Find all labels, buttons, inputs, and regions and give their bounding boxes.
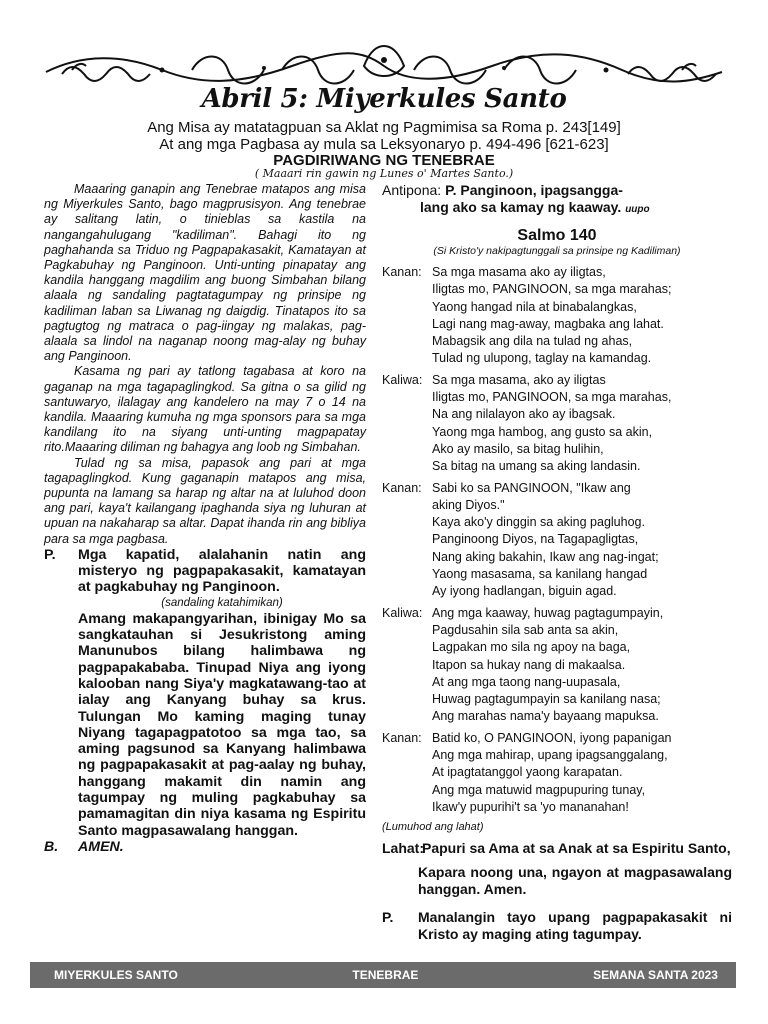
stanza-line: Ikaw'y pupurihi't sa 'yo mananahan! <box>432 799 629 814</box>
stanza-line: At ang mga taong nang-uupasala, <box>432 674 621 689</box>
silence-rubric: (sandaling katahimikan) <box>161 596 283 609</box>
priest-label-2: P. <box>382 908 394 925</box>
stanza-line: Sa mga masama, ako ay iligtas <box>432 372 606 387</box>
page-title: Abril 5: Miyerkules Santo <box>201 84 567 114</box>
stanza-line: Yaong mga hambog, ang gusto sa akin, <box>432 424 653 439</box>
footer-right: SEMANA SANTA 2023 <box>593 968 718 982</box>
doxology-text: Papuri sa Ama at sa Anak at sa Espiritu Santo, <box>422 840 731 857</box>
antiphon-label: Antipona: <box>382 182 442 198</box>
psalm-stanza <box>382 480 732 601</box>
priest-label: P. <box>44 546 56 563</box>
antiphon-line2: lang ako sa kamay ng kaaway. <box>420 199 622 215</box>
entrance-paragraph: Tulad ng sa misa, papasok ang pari at mga tagapaglingkod. Kung gaganapin matapos ang misa, pupunta na lamang sa harap ng altar na at luluhod doon ang pari, kaya't kailangang ipaghanda siya ng luhuran at upuan na nakaharap sa altar. Dapat ihanda rin ang bibliya para sa mga pagbasa. <box>44 455 366 546</box>
subtitle-misa-reference: Ang Misa ay matatagpuan sa Aklat ng Pagmimisa sa Roma p. 243[149] <box>147 119 621 136</box>
footer-left: MIYERKULES SANTO <box>54 968 178 982</box>
footer-center: TENEBRAE <box>352 968 419 982</box>
left-column <box>44 182 366 855</box>
subtitle-readings-reference: At ang mga Pagbasa ay mula sa Leksyonaryo p. 494-496 [621-623] <box>159 136 609 153</box>
psalm-title: Salmo 140 <box>517 227 597 244</box>
decorative-flourish-border <box>42 44 726 88</box>
stanza-line: Tulad ng ulupong, taglay na kamandag. <box>432 351 652 366</box>
psalm-stanza <box>382 730 732 816</box>
stanza-line: Sa bitag na umang sa aking landasin. <box>432 459 641 474</box>
stanza-line: At ipagtatanggol yaong karapatan. <box>432 765 623 780</box>
stanza-line: Ako ay masilo, sa bitag hulihin, <box>432 441 604 456</box>
stanza-line: Lagi nang mag-away, magbaka ang lahat. <box>432 316 664 331</box>
stanza-label: Kanan: <box>382 480 422 495</box>
antiphon-line1: P. Panginoon, ipagsangga- <box>445 182 623 198</box>
priest-invitation <box>44 547 366 596</box>
doxology-continuation <box>382 864 732 899</box>
stanza-label: Kaliwa: <box>382 605 423 620</box>
antiphon-rubric: uupo <box>625 204 650 215</box>
right-column <box>382 182 732 944</box>
stanza-line: Ang marahas nama'y bayaang mapuksa. <box>432 709 659 724</box>
stanza-line: Nang aking bakahin, Ikaw ang nag-ingat; <box>432 549 659 564</box>
stanza-line: Sa mga masama ako ay iligtas, <box>432 265 606 279</box>
stanza-line: Lagpakan mo sila ng apoy na baga, <box>432 640 631 655</box>
stanza-line: Itapon sa hukay nang di makaalsa. <box>432 657 626 672</box>
closing-invitation-text: Manalangin tayo upang pagpapakasakit ni Kristo ay maging ating tagumpay. <box>418 908 732 943</box>
stanza-line: Ang mga mahirap, upang ipagsanggalang, <box>432 748 668 763</box>
stanza-line: Huwag pagtagumpayin sa kanilang nasa; <box>432 692 661 707</box>
stanza-line: Panginoong Diyos, na Tagapagligtas, <box>432 532 639 547</box>
closing-invitation <box>382 909 732 944</box>
response-label: B. <box>44 838 59 855</box>
psalm-stanza <box>382 264 732 368</box>
response-amen <box>44 839 366 855</box>
antiphon <box>382 182 732 218</box>
section-note: ( Maaari rin gawin ng Lunes o' Martes Santo.) <box>254 167 514 180</box>
stanza-line: Batid ko, O PANGINOON, iyong papanigan <box>432 730 672 745</box>
stanza-label: Kanan: <box>382 730 422 745</box>
doxology <box>382 840 732 858</box>
stanza-line: Yaong masasama, sa kanilang hangad <box>432 567 648 582</box>
stanza-line: Yaong hangad nila at binabalangkas, <box>432 299 637 314</box>
page-footer <box>30 962 736 988</box>
section-heading: PAGDIRIWANG NG TENEBRAE <box>273 152 495 169</box>
stanza-line: Ay iyong hadlangan, biguin agad. <box>432 584 617 599</box>
psalm-stanza <box>382 605 732 726</box>
psalm-subtitle: (Si Kristo'y nakipagtunggali sa prinsipe ng Kadiliman) <box>433 245 681 257</box>
stanza-line: Na ang nilalayon ako ay ibagsak. <box>432 407 616 422</box>
stanza-line: Sabi ko sa PANGINOON, "Ikaw ang <box>432 480 631 495</box>
kneel-rubric: (Lumuhod ang lahat) <box>382 821 484 834</box>
stanza-label: Kaliwa: <box>382 372 423 387</box>
doxology-text-2: Kapara noong una, ngayon at magpasawalang hanggan. Amen. <box>418 863 732 898</box>
priest-invitation-text: Mga kapatid, alalahanin natin ang misteryo ng pagpapakasakit, kamatayan at pagkabuhay ng Panginoon. <box>78 546 366 596</box>
psalm-stanza <box>382 372 732 476</box>
stanza-line: Iligtas mo, PANGINOON, sa mga marahas, <box>432 390 672 405</box>
intro-paragraph: Maaaring ganapin ang Tenebrae matapos ang misa ng Miyerkules Santo, bago magprusisyon. Ang tenebrae ay salitang latin, o tinieblas sa kastila na nangangahulugang "kadiliman". Bahagi ito ng paghahanda sa Triduo ng Pagpapakasakit, Kamatayan at Pagkabuhay ng Panginoon. Unti-unting pinapatay ang kandila hanggang magdilim ang buong Simbahan bilang alaala ng sandaling pagtatagumpay ng prinsipe ng kadiliman laban sa Liwanag ng daigdig. Tinatapos ito sa pagtugtog ng matraca o pag-iingay ng malakas, pag-alaala sa lindol na naganap noong mag-alay ng buhay ang Panginoon. <box>44 182 366 364</box>
stanza-label: Kanan: <box>382 265 422 279</box>
opening-prayer: Amang makapangyarihan, ibinigay Mo sa sangkatauhan si Jesukristong aming Manunubos bilang halimbawa ng pagpapakababa. Tinupad Niya ang iyong kalooban nang Siya'y magkatawang-tao at ialay ang Kanyang buhay sa krus. Tulungan Mo kaming maging tunay Niyang tagapagpatotoo sa mga tao, sa aming pagsunod sa Kanyang halimbawa ng pagpapakasakit at pag-aalay ng buhay, hanggang makamit din namin ang tagumpay ng muling pagkabuhay sa pamamagitan din niya kasama ng Espiritu Santo magpasawalang hanggan. <box>78 610 366 839</box>
stanza-line: Iligtas mo, PANGINOON, sa mga marahas; <box>432 282 672 297</box>
stanza-line: aking Diyos." <box>432 497 505 512</box>
stanza-line: Ang mga matuwid magpupuring tunay, <box>432 782 646 797</box>
stanza-line: Kaya ako'y dinggin sa aking pagluhog. <box>432 515 645 530</box>
setup-paragraph: Kasama ng pari ay tatlong tagabasa at koro na gaganap na mga tagapaglingkod. Sa gitna o sa gilid ng santuwaryo, ilalagay ang kandelero na may 7 o 14 na kandila. Maaaring kumuha ng mga sponsors para sa mga kandilang ito na siyang unti-unting magpapatay rito.Maaaring diliman ng bahagya ang loob ng Simbahan. <box>44 364 366 455</box>
stanza-line: Pagdusahin sila sab anta sa akin, <box>432 622 619 637</box>
stanza-line: Mabagsik ang dila na tulad ng ahas, <box>432 334 633 349</box>
all-label: Lahat: <box>382 840 424 857</box>
response-text: AMEN. <box>78 838 124 855</box>
stanza-line: Ang mga kaaway, huwag pagtagumpayin, <box>432 605 664 620</box>
